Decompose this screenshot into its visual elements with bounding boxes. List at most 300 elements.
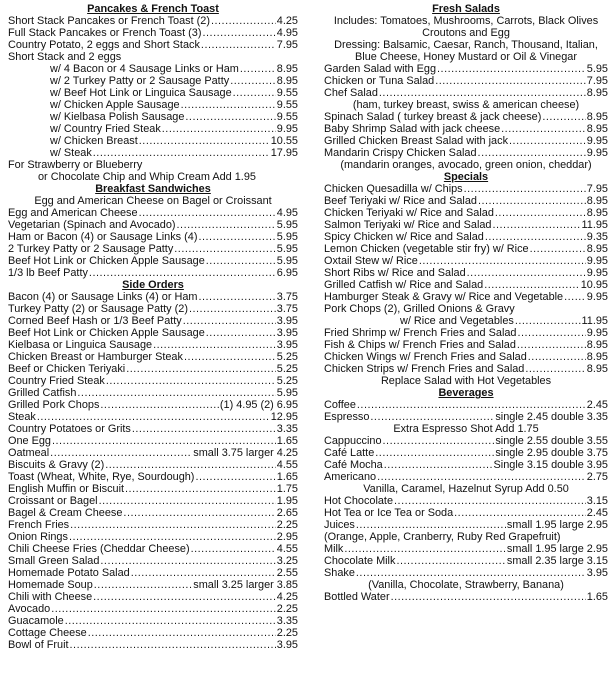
dot-leader [467,267,586,279]
menu-item [8,99,298,111]
menu-item [8,579,298,591]
dot-leader [191,543,276,555]
menu-item [8,207,298,219]
menu-item-price: 1.65 [276,435,298,447]
menu-item-price: 7.95 [586,183,608,195]
dot-leader [492,219,580,231]
menu-item-name: Americano [324,471,377,483]
menu-item-name: w/ Country Fried Steak [50,123,161,135]
menu-item [324,63,608,75]
menu-item-name: Onion Rings [8,531,68,543]
menu-item [324,255,608,267]
menu-item-name: Grilled Pork Chops [8,399,100,411]
menu-item-price: 4.25 [276,15,298,27]
menu-item-price: 2.75 [586,471,608,483]
dot-leader [394,495,586,507]
menu-item-price: 2.95 [276,531,298,543]
menu-item-price: small 1.95 large 2.95 [506,543,608,555]
dot-leader [530,243,586,255]
menu-item [324,243,608,255]
menu-item [8,147,298,159]
menu-item-price: 11.95 [581,219,608,231]
menu-item [324,459,608,471]
menu-item-name: Chicken Wings w/ French Fries and Salad [324,351,527,363]
menu-item-name: Biscuits & Gravy (2) [8,459,105,471]
menu-note: Croutons and Egg [422,27,510,39]
menu-item-price: 4.25 [276,591,298,603]
menu-item-price: 8.95 [586,111,608,123]
menu-item-name: Small Green Salad [8,555,100,567]
menu-item-price: 8.95 [586,363,608,375]
menu-item-price: 7.95 [586,75,608,87]
menu-item-price: 9.95 [586,255,608,267]
menu-note: Vanilla, Caramel, Hazelnut Syrup Add 0.50 [363,483,569,495]
menu-item-name: Oxtail Stew w/ Rice [324,255,418,267]
menu-item [8,231,298,243]
menu-item [324,291,608,303]
menu-item-name: Chicken Breast or Hamburger Steak [8,351,183,363]
menu-note: (ham, turkey breast, swiss & american cheese) [352,99,580,111]
menu-item-name: Hamburger Steak & Gravy w/ Rice and Vegetable [324,291,564,303]
dot-leader [203,27,276,39]
section-heading-specials: Specials [443,171,489,183]
dot-leader [515,315,581,327]
dot-leader [501,123,586,135]
menu-item [8,495,298,507]
menu-item [8,27,298,39]
menu-item-price: 3.95 [586,567,608,579]
dot-leader [206,255,276,267]
menu-item-price: 3.35 [276,423,298,435]
dot-leader [131,567,276,579]
dot-leader [37,411,270,423]
menu-item [324,555,608,567]
menu-item-name: Corned Beef Hash or 1/3 Beef Patty [8,315,182,327]
menu-note: Replace Salad with Hot Vegetables [380,375,552,387]
menu-item [8,615,298,627]
dot-leader [375,447,494,459]
dot-leader [396,555,505,567]
dot-leader [183,315,276,327]
dot-leader [230,75,276,87]
menu-item [324,75,608,87]
dot-leader [93,147,270,159]
menu-item-name: Vegetarian (Spinach and Avocado) [8,219,176,231]
dot-leader [370,411,494,423]
menu-item [8,435,298,447]
menu-item-name: Milk [324,543,344,555]
dot-leader [437,63,586,75]
menu-item [8,351,298,363]
menu-item [324,471,608,483]
menu-item-name: Toast (Wheat, White, Rye, Sourdough) [8,471,195,483]
dot-leader [126,363,276,375]
menu-item [8,123,298,135]
menu-item [8,555,298,567]
menu-item-price: 8.95 [586,351,608,363]
menu-item [8,39,298,51]
dot-leader [517,339,586,351]
menu-item-price: 9.95 [276,123,298,135]
menu-item-name: Hot Chocolate [324,495,394,507]
menu-item-price: single 2.45 double 3.35 [495,411,608,423]
menu-item-name: French Fries [8,519,70,531]
menu-note: (Orange, Apple, Cranberry, Ruby Red Grapefruit) [324,531,561,543]
menu-item-name: Hot Tea or Ice Tea or Soda [324,507,454,519]
menu-item [324,111,608,123]
menu-item [8,111,298,123]
menu-item-price: 3.95 [276,315,298,327]
dot-leader [99,495,276,507]
menu-item-price: 5.95 [276,231,298,243]
dot-leader [464,183,586,195]
dot-leader [100,555,275,567]
menu-item [8,63,298,75]
menu-note: Extra Espresso Shot Add 1.75 [393,423,539,435]
menu-item-name: English Muffin or Biscuit [8,483,125,495]
menu-item-price: 9.95 [586,327,608,339]
right-column [324,3,608,603]
dot-leader [435,75,586,87]
menu-item-price: 8.95 [586,207,608,219]
menu-item-name: Café Latte [324,447,375,459]
dot-leader [564,291,586,303]
menu-item [8,423,298,435]
dot-leader [517,327,585,339]
menu-item-name: Steak [8,411,36,423]
menu-item-price: 2.45 [586,507,608,519]
menu-item-price: 3.75 [276,303,298,315]
menu-item-name: w/ 2 Turkey Patty or 2 Sausage Patty [50,75,230,87]
menu-item-name: Oatmeal [8,447,50,459]
menu-item-price: 2.25 [276,627,298,639]
menu-item-name: Country Fried Steak [8,375,105,387]
menu-item-price: 9.55 [276,111,298,123]
dot-leader [478,147,586,159]
menu-item-price: 10.55 [270,135,298,147]
dot-leader [233,87,276,99]
menu-item-price: 11.95 [581,315,608,327]
dot-leader [240,63,276,75]
dot-leader [123,507,275,519]
dot-leader [65,615,276,627]
dot-leader [132,423,276,435]
section-heading-pancakes-french-toast: Pancakes & French Toast [87,3,219,15]
menu-item [324,495,608,507]
menu-item-name: Garden Salad with Egg [324,63,437,75]
menu-item-name: Chicken or Tuna Salad [324,75,435,87]
dot-leader [177,219,276,231]
menu-item [324,123,608,135]
menu-item [324,279,608,291]
dot-leader [384,459,493,471]
menu-item [324,363,608,375]
menu-item [8,603,298,615]
dot-leader [162,123,276,135]
menu-note: Dressing: Balsamic, Caesar, Ranch, Thousand, Italian, [334,39,598,51]
menu-item-price: 9.55 [276,99,298,111]
menu-item [324,183,608,195]
menu-item-price: 6.95 [276,267,298,279]
menu-item [8,291,298,303]
menu-item-name: Chili Cheese Fries (Cheddar Cheese) [8,543,190,555]
dot-leader [356,519,506,531]
menu-item-price: 3.25 [276,555,298,567]
menu-item-name: Coffee [324,399,356,411]
menu-item-price: 2.25 [276,603,298,615]
menu-item-name: Chicken Strips w/ French Fries and Salad [324,363,525,375]
menu-item [8,87,298,99]
dot-leader [198,291,275,303]
menu-item-price: 8.95 [586,123,608,135]
menu-item [324,411,608,423]
menu-item [324,567,608,579]
menu-item [8,399,298,411]
menu-item [8,327,298,339]
dot-leader [525,363,585,375]
menu-item [324,315,608,327]
dot-leader [528,351,586,363]
menu-item-price: 8.95 [586,87,608,99]
menu-item-name: Egg and American Cheese [8,207,138,219]
menu-item-price: 9.55 [276,87,298,99]
menu-item-price: 2.55 [276,567,298,579]
menu-item [324,267,608,279]
dot-leader [484,279,580,291]
menu-item-price: 2.65 [276,507,298,519]
section-heading-fresh-salads: Fresh Salads [432,3,500,15]
dot-leader [105,459,276,471]
menu-item [324,327,608,339]
menu-item-price: 10.95 [580,279,608,291]
menu-item-price: 2.45 [586,399,608,411]
menu-item-name: Short Stack Pancakes or French Toast (2) [8,15,210,27]
menu-item-price: 7.95 [276,39,298,51]
dot-leader [139,207,276,219]
menu-item-price: 5.25 [276,363,298,375]
menu-item-name: Spinach Salad ( turkey breast & jack cheese) [324,111,542,123]
dot-leader [454,507,586,519]
dot-leader [344,543,506,555]
dot-leader [379,87,586,99]
menu-item-price: 5.95 [276,387,298,399]
dot-leader [198,231,275,243]
menu-item-name: w/ Rice and Vegetables [400,315,514,327]
menu-item-price: 8.95 [586,339,608,351]
menu-item [8,75,298,87]
menu-item-price: 5.25 [276,375,298,387]
dot-leader [485,231,586,243]
menu-item [8,459,298,471]
menu-item [324,447,608,459]
menu-item-name: Café Mocha [324,459,383,471]
menu-item-price: 5.25 [276,351,298,363]
menu-item [324,147,608,159]
menu-item-name: Mandarin Crispy Chicken Salad [324,147,477,159]
menu-item-name: Chicken Teriyaki w/ Rice and Salad [324,207,494,219]
menu-item-name: Juices [324,519,355,531]
menu-item [324,435,608,447]
menu-item-price: 9.95 [586,147,608,159]
menu-item-name: Avocado [8,603,51,615]
menu-item [8,627,298,639]
menu-item-price: 4.95 [276,27,298,39]
dot-leader [185,111,275,123]
menu-item-price: single 2.95 double 3.75 [495,447,608,459]
menu-item-name: Homemade Soup [8,579,93,591]
menu-item-name: Homemade Potato Salad [8,567,130,579]
dot-leader [189,303,276,315]
menu-item-name: w/ Chicken Apple Sausage [50,99,180,111]
dot-leader [377,471,586,483]
menu-item-price: small 3.75 larger 4.25 [193,447,298,459]
menu-item-name: Bottled Water [324,591,390,603]
menu-item-name: One Egg [8,435,51,447]
menu-item [8,639,298,651]
menu-item-name: Turkey Patty (2) or Sausage Patty (2) [8,303,188,315]
menu-item-name: Chili with Cheese [8,591,93,603]
section-heading-beverages: Beverages [438,387,494,399]
menu-item [8,15,298,27]
menu-item-name: Beef or Chicken Teriyaki [8,363,126,375]
menu-item [324,135,608,147]
menu-item-name: Croissant or Bagel [8,495,98,507]
menu-item-price: 9.95 [586,267,608,279]
dot-leader [391,591,586,603]
menu-item-name: Country Potatoes or Grits [8,423,131,435]
menu-item [324,195,608,207]
menu-item-price: 3.75 [276,291,298,303]
dot-leader [70,519,276,531]
menu-item-name: Fried Shrimp w/ French Fries and Salad [324,327,517,339]
menu-item [8,255,298,267]
dot-leader [206,327,276,339]
dot-leader [70,639,276,651]
dot-leader [356,567,586,579]
menu-item-name: w/ Beef Hot Link or Linguica Sausage [50,87,232,99]
menu-item [8,267,298,279]
menu-item [8,387,298,399]
menu-item-price: 1.95 [276,495,298,507]
menu-item [8,447,298,459]
menu-item-name: Beef Hot Link or Chicken Apple Sausage [8,255,205,267]
menu-item-price: 8.95 [276,63,298,75]
menu-item [8,339,298,351]
dot-leader [52,435,276,447]
menu-item [8,531,298,543]
menu-note: or Chocolate Chip and Whip Cream Add 1.95 [38,171,256,183]
menu-item [8,591,298,603]
menu-item [8,567,298,579]
left-column [8,3,298,651]
menu-note: Pork Chops (2), Grilled Onions & Gravy [324,303,515,315]
menu-item [324,219,608,231]
menu-item-name: Country Potato, 2 eggs and Short Stack [8,39,200,51]
menu-item [324,507,608,519]
menu-item-price: 1.75 [276,483,298,495]
menu-item [8,507,298,519]
menu-item-price: 3.95 [276,639,298,651]
menu-item-name: Chef Salad [324,87,378,99]
menu-item-name: 2 Turkey Patty or 2 Sausage Patty [8,243,174,255]
menu-item-price: 1.65 [276,471,298,483]
menu-item-price: 4.55 [276,543,298,555]
menu-item-price: (1) 4.95 (2) 6.95 [219,399,298,411]
menu-item-price: 9.35 [586,231,608,243]
menu-item-name: Fish & Chips w/ French Fries and Salad [324,339,516,351]
dot-leader [201,39,276,51]
menu-item-name: Cottage Cheese [8,627,87,639]
dot-leader [174,243,276,255]
menu-item-name: Short Ribs w/ Rice and Salad [324,267,466,279]
menu-item-name: Beef Teriyaki w/ Rice and Salad [324,195,477,207]
menu-item-price: 8.95 [586,243,608,255]
menu-item-name: Guacamole [8,615,64,627]
menu-item-name: Chicken Quesadilla w/ Chips [324,183,463,195]
menu-item-name: Beef Hot Link or Chicken Apple Sausage [8,327,205,339]
menu-item [8,315,298,327]
menu-item [8,243,298,255]
menu-item-name: Grilled Catfish [8,387,77,399]
menu-item-name: Bacon (4) or Sausage Links (4) or Ham [8,291,198,303]
menu-item-price: 1.65 [586,591,608,603]
dot-leader [153,339,276,351]
dot-leader [181,99,276,111]
menu-item-price: small 2.35 large 3.15 [506,555,608,567]
menu-note: (Vanilla, Chocolate, Strawberry, Banana) [368,579,564,591]
menu-note: Egg and American Cheese on Bagel or Croissant [34,195,272,207]
dot-leader [383,435,495,447]
menu-item-name: w/ Kielbasa Polish Sausage [50,111,185,123]
dot-leader [88,627,276,639]
menu-item-price: 5.95 [276,219,298,231]
menu-item-price: Single 3.15 double 3.95 [493,459,608,471]
menu-item [8,363,298,375]
dot-leader [125,483,276,495]
menu-item [324,591,608,603]
dot-leader [195,471,275,483]
menu-item-price: 3.35 [276,615,298,627]
menu-item [8,519,298,531]
dot-leader [211,15,276,27]
dot-leader [77,387,275,399]
menu-item [324,231,608,243]
menu-item [324,519,608,531]
menu-item-name: Lemon Chicken (vegetable stir fry) w/ Rice [324,243,529,255]
dot-leader [50,447,192,459]
menu-item-price: small 1.95 large 2.95 [506,519,608,531]
section-heading-side-orders: Side Orders [122,279,184,291]
menu-item-name: w/ Chicken Breast [50,135,138,147]
menu-item-price: 3.95 [276,339,298,351]
menu-item-price: 12.95 [270,411,298,423]
dot-leader [139,135,270,147]
menu-item-name: Chocolate Milk [324,555,396,567]
menu-item [8,375,298,387]
dot-leader [184,351,276,363]
menu-item [324,87,608,99]
dot-leader [495,207,586,219]
menu-item-price: 4.95 [276,207,298,219]
menu-item-name: Kielbasa or Linguica Sausage [8,339,153,351]
menu-item-price: 17.95 [270,147,298,159]
dot-leader [94,579,193,591]
menu-item-name: w/ 4 Bacon or 4 Sausage Links or Ham [50,63,239,75]
dot-leader [419,255,586,267]
menu-item [8,411,298,423]
menu-item-price: 5.95 [276,255,298,267]
menu-item-name: Salmon Teriyaki w/ Rice and Salad [324,219,492,231]
